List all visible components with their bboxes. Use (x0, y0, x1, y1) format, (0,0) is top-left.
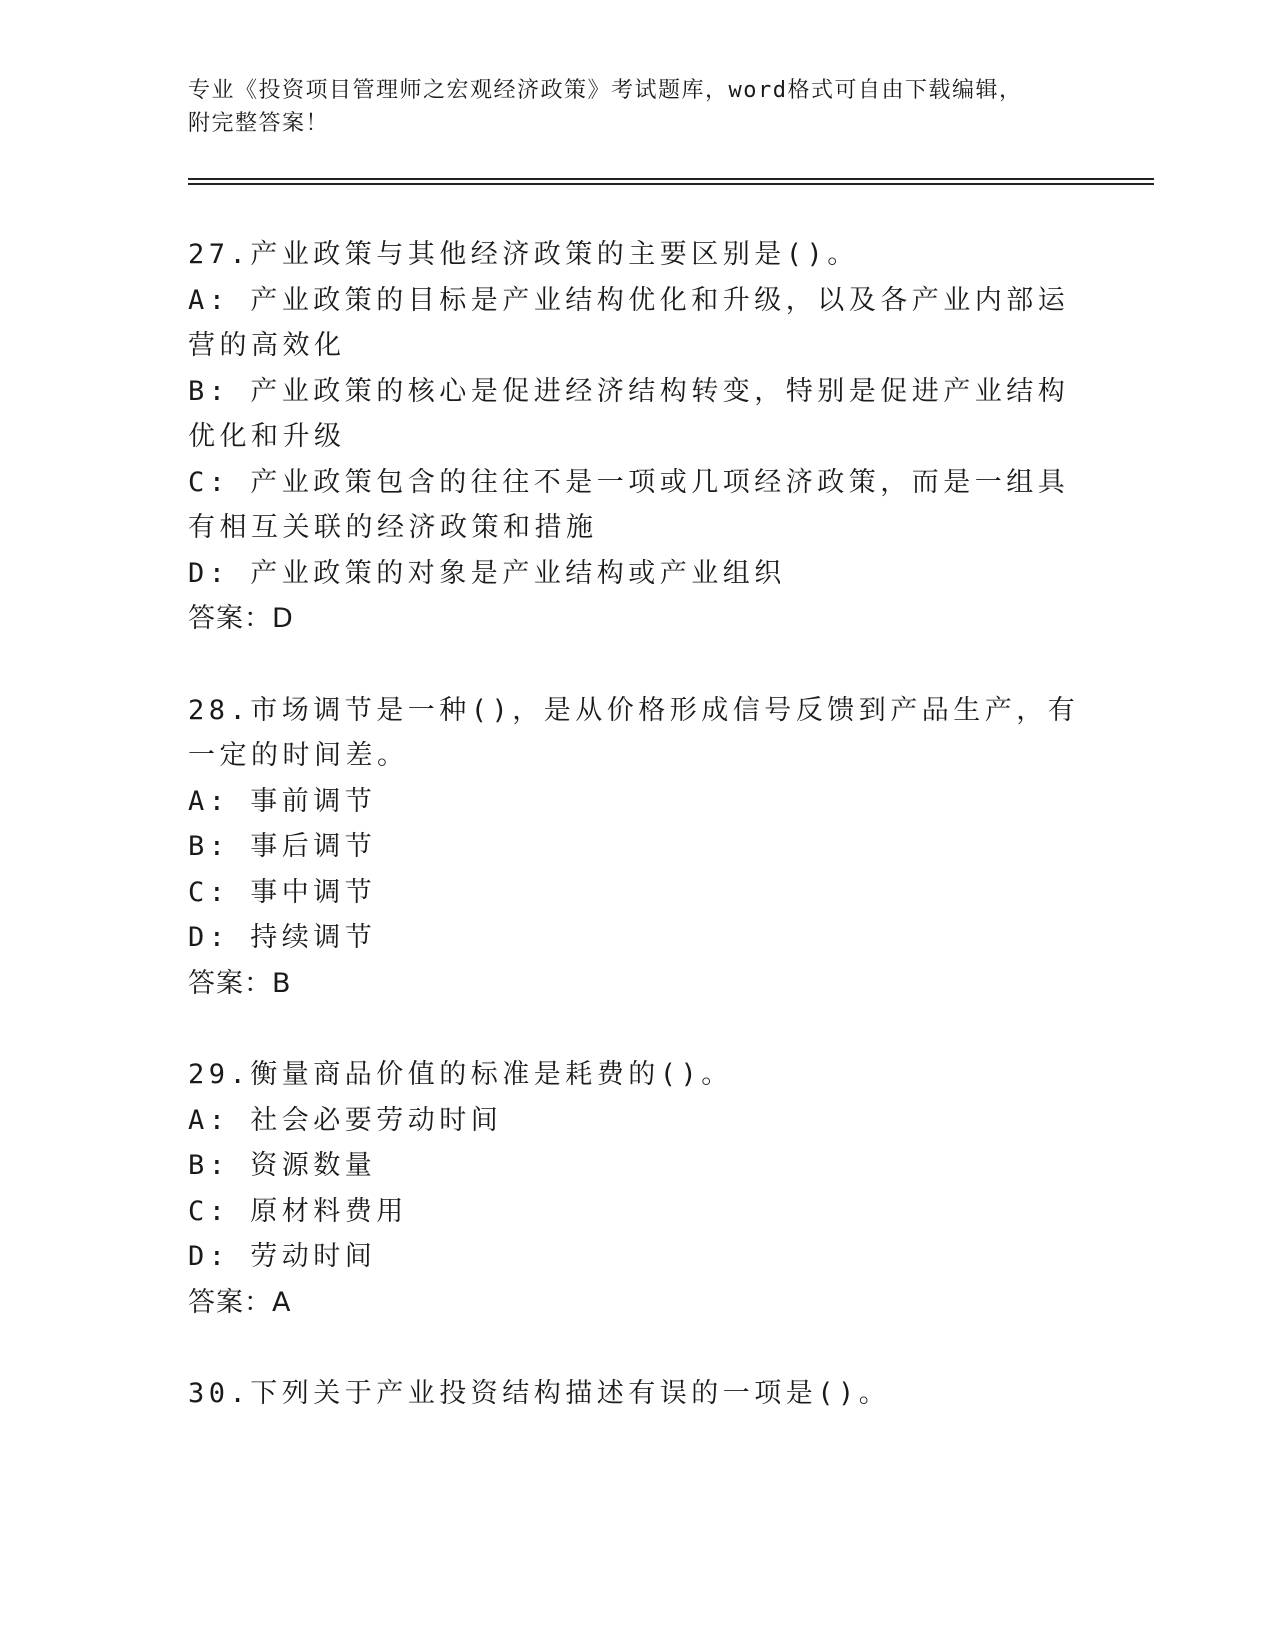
question-list (188, 232, 1088, 1463)
document-header (188, 74, 1068, 140)
option-b: B: 资源数量 (188, 1150, 377, 1181)
header-divider-top (188, 178, 1154, 180)
option-b: B: 产业政策的核心是促进经济结构转变，特别是促进产业结构优化和升级 (188, 375, 1070, 452)
answer: 答案：A (188, 1286, 292, 1318)
answer: 答案：B (188, 967, 292, 999)
option-d: D: 劳动时间 (188, 1241, 377, 1272)
option-a: A: 产业政策的目标是产业结构优化和升级，以及各产业内部运营的高效化 (188, 284, 1070, 361)
option-c: C: 原材料费用 (188, 1195, 408, 1227)
question-stem: 30.下列关于产业投资结构描述有误的一项是()。 (188, 1378, 891, 1409)
header-line-1: 专业《投资项目管理师之宏观经济政策》考试题库，word格式可自由下载编辑， (188, 78, 1023, 103)
question-27 (188, 232, 1088, 642)
header-divider-bottom (188, 183, 1154, 185)
option-d: D: 持续调节 (188, 922, 377, 953)
option-d: D: 产业政策的对象是产业结构或产业组织 (188, 557, 786, 589)
option-c: C: 产业政策包含的往往不是一项或几项经济政策，而是一组具有相互关联的经济政策和措施 (188, 466, 1070, 543)
question-stem: 29.衡量商品价值的标准是耗费的()。 (188, 1059, 733, 1090)
answer: 答案：D (188, 603, 294, 634)
header-line-2: 附完整答案！ (188, 111, 330, 136)
question-stem: 27.产业政策与其他经济政策的主要区别是()。 (188, 239, 859, 270)
question-stem: 28.市场调节是一种()，是从价格形成信号反馈到产品生产，有一定的时间差。 (188, 694, 1080, 771)
option-a: A: 社会必要劳动时间 (188, 1104, 503, 1136)
option-c: C: 事中调节 (188, 876, 377, 908)
question-28 (188, 688, 1088, 1007)
question-29 (188, 1052, 1088, 1325)
option-b: B: 事后调节 (188, 831, 377, 862)
option-a: A: 事前调节 (188, 785, 377, 817)
question-30 (188, 1371, 1088, 1417)
